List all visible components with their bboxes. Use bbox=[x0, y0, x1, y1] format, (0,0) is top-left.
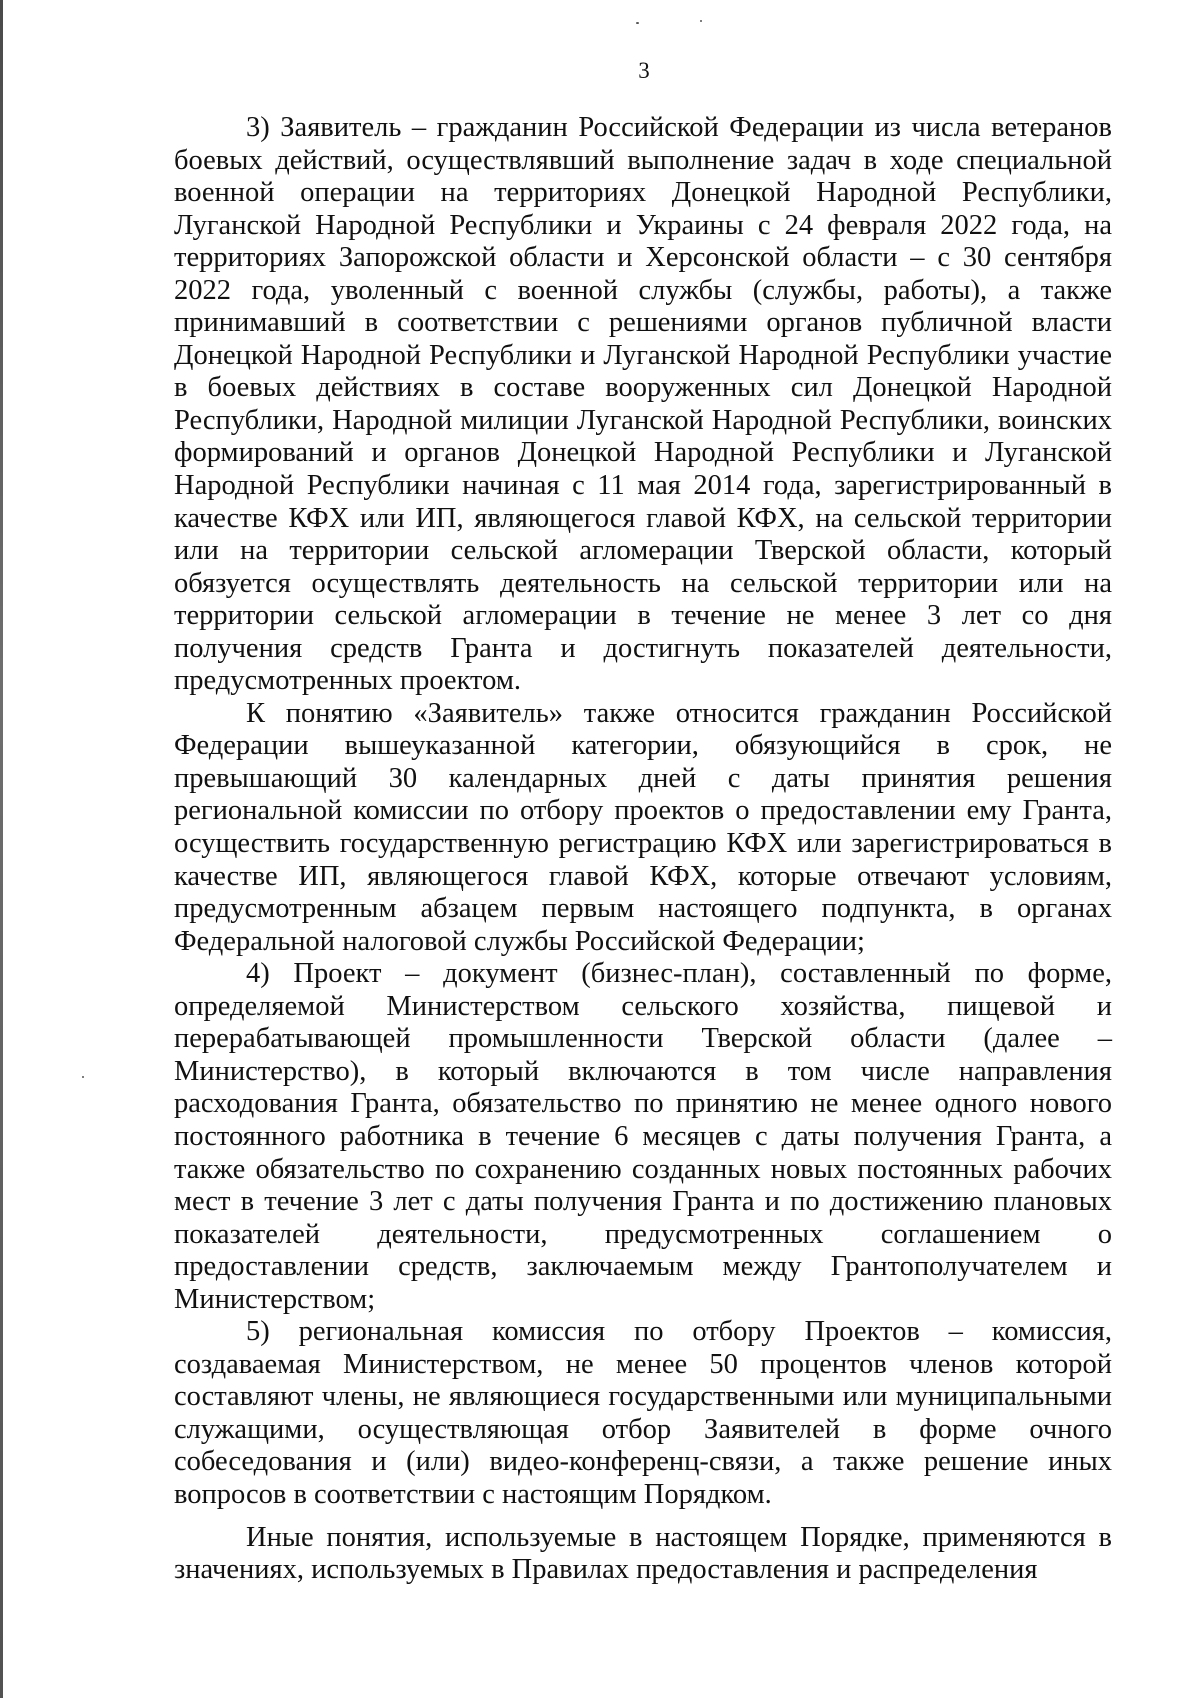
paragraph: 3) Заявитель – гражданин Российской Федерации из числа ветеранов боевых действий, осуществлявший выполнение задач в ходе специальной военной операции на территориях Донецкой Народной Республики, Луганской Народной Республики и Украины с 24 февраля 2022 года, на территориях Запорожской области и Херсонской области – с 30 сентября 2022 года, уволенный с военной службы (службы, работы), а также принимавший в соответствии с решениями органов публичной власти Донецкой Народной Республики и Луганской Народной Республики участие в боевых действиях в составе вооруженных сил Донецкой Народной Республики, Народной милиции Луганской Народной Республики, воинских формирований и органов Донецкой Народной Республики и Луганской Народной Республики начиная с 11 мая 2014 года, зарегистрированный в качестве КФХ или ИП, являющегося главой КФХ, на сельской территории или на территории сельской агломерации Тверской области, который обязуется осуществлять деятельность на сельской территории или на территории сельской агломерации в течение не менее 3 лет со дня получения средств Гранта и достигнуть показателей деятельности, предусмотренных проектом. bbox=[174, 112, 1112, 697]
scan-edge bbox=[0, 0, 3, 1698]
paragraph: Иные понятия, используемые в настоящем Порядке, применяются в значениях, используемых в Правилах предоставления и распределения bbox=[174, 1521, 1112, 1586]
paragraph: К понятию «Заявитель» также относится гражданин Российской Федерации вышеуказанной категории, обязующийся в срок, не превышающий 30 календарных дней с даты принятия решения региональной комиссии по отбору проектов о предоставлении ему Гранта, осуществить государственную регистрацию КФХ или зарегистрироваться в качестве ИП, являющегося главой КФХ, которые отвечают условиям, предусмотренным абзацем первым настоящего подпункта, в органах Федеральной налоговой службы Российской Федерации; bbox=[174, 697, 1112, 957]
document-body bbox=[174, 112, 1112, 1587]
paragraph: 5) региональная комиссия по отбору Проектов – комиссия, создаваемая Министерством, не менее 50 процентов членов которой составляют члены, не являющиеся государственными или муниципальными служащими, осуществляющая отбор Заявителей в форме очного собеседования и (или) видео-конференц-связи, а также решение иных вопросов в соответствии с настоящим Порядком. bbox=[174, 1316, 1112, 1510]
scan-speck bbox=[636, 22, 639, 24]
page-number: 3 bbox=[638, 58, 650, 83]
scan-speck bbox=[82, 1076, 84, 1078]
scan-speck bbox=[700, 20, 702, 22]
paragraph: 4) Проект – документ (бизнес-план), составленный по форме, определяемой Министерством сельского хозяйства, пищевой и перерабатывающей промышленности Тверской области (далее – Министерство), в который включаются в том числе направления расходования Гранта, обязательство по принятию не менее одного нового постоянного работника в течение 6 месяцев с даты получения Гранта, а также обязательство по сохранению созданных новых постоянных рабочих мест в течение 3 лет с даты получения Гранта и по достижению плановых показателей деятельности, предусмотренных соглашением о предоставлении средств, заключаемым между Грантополучателем и Министерством; bbox=[174, 958, 1112, 1315]
